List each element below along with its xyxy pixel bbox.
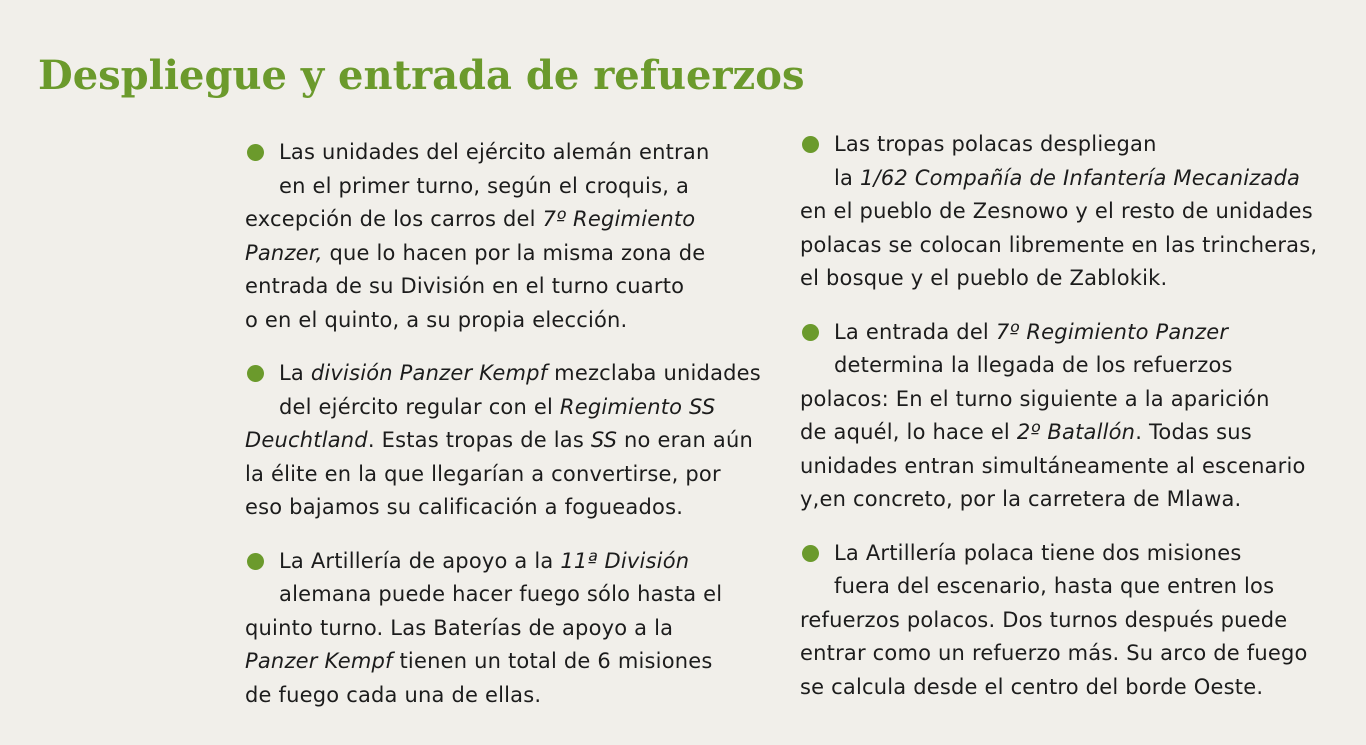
bullet-dot-icon <box>247 553 264 570</box>
bullet-dot-icon <box>802 545 819 562</box>
italic-term: 11ª División <box>560 548 690 573</box>
text-line <box>245 391 765 425</box>
text-segment: fuera del escenario, hasta que entren los <box>834 574 1275 598</box>
italic-term: Panzer Kempf <box>245 649 393 673</box>
text-segment: . Estas tropas de las <box>367 428 591 452</box>
italic-term: división Panzer Kempf <box>310 361 548 385</box>
text-line <box>245 357 765 391</box>
text-segment: entrar como un refuerzo más. Su arco de fuego <box>800 641 1308 665</box>
text-line <box>245 170 765 204</box>
text-line <box>800 162 1320 196</box>
text-line <box>800 262 1320 296</box>
bullet-paragraph <box>245 136 765 337</box>
text-segment: tienen un total de 6 misiones <box>392 649 713 673</box>
text-line <box>800 450 1320 484</box>
left-column <box>245 136 765 732</box>
text-segment: entrada de su División en el turno cuarto <box>245 274 685 298</box>
page-title: Despliegue y entrada de refuerzos <box>38 52 805 99</box>
text-line <box>800 128 1320 162</box>
text-line <box>245 645 765 679</box>
text-line <box>245 612 765 646</box>
text-line <box>245 458 765 492</box>
italic-term: 7º Regimiento <box>542 207 696 231</box>
bullet-paragraph <box>800 128 1320 296</box>
text-segment: el bosque y el pueblo de Zablokik. <box>800 266 1168 290</box>
italic-term: Panzer, <box>245 240 323 265</box>
text-segment: no eran aún <box>617 428 753 452</box>
text-segment: la élite en la que llegarían a convertirse, por <box>245 461 721 486</box>
italic-term: 2º Batallón <box>1016 420 1136 444</box>
text-line <box>245 491 765 525</box>
text-segment: se calcula desde el centro del borde Oeste. <box>800 674 1264 699</box>
text-segment: determina la llegada de los refuerzos <box>834 353 1233 377</box>
text-line <box>245 545 765 579</box>
bullet-dot-icon <box>247 144 264 161</box>
text-segment: de aquél, lo hace el <box>800 420 1017 444</box>
text-segment: eso bajamos su calificación a fogueados. <box>245 495 684 519</box>
text-segment: alemana puede hacer fuego sólo hasta el <box>279 582 723 606</box>
text-line <box>800 570 1320 604</box>
text-line <box>800 195 1320 229</box>
italic-term: 1/62 Compañía de Infantería Mecanizada <box>859 165 1301 190</box>
text-segment: mezclaba unidades <box>547 361 761 385</box>
text-segment: polacos: En el turno siguiente a la aparición <box>800 386 1270 411</box>
text-segment: . Todas sus <box>1135 420 1252 444</box>
text-line <box>245 270 765 304</box>
bullet-dot-icon <box>802 136 819 153</box>
text-segment: la <box>834 165 860 190</box>
italic-term: 7º Regimiento Panzer <box>995 319 1229 344</box>
text-segment: refuerzos polacos. Dos turnos después puede <box>800 607 1288 632</box>
italic-term: SS <box>590 428 618 452</box>
text-segment: La entrada del <box>834 319 996 344</box>
text-line <box>245 203 765 237</box>
text-segment: Las unidades del ejército alemán entran <box>279 140 710 164</box>
text-line <box>800 383 1320 417</box>
bullet-paragraph <box>800 537 1320 705</box>
text-line <box>245 304 765 338</box>
text-segment: o en el quinto, a su propia elección. <box>245 307 628 332</box>
text-segment: unidades entran simultáneamente al escenario <box>800 453 1306 478</box>
text-line <box>245 578 765 612</box>
text-line <box>800 637 1320 671</box>
text-segment: La Artillería de apoyo a la <box>279 548 561 573</box>
italic-term: Deuchtland <box>245 428 368 452</box>
text-line <box>800 416 1320 450</box>
text-segment: de fuego cada una de ellas. <box>245 682 542 707</box>
text-segment: La Artillería polaca tiene dos misiones <box>834 540 1242 565</box>
text-line <box>245 424 765 458</box>
text-line <box>245 237 765 271</box>
right-column <box>800 128 1320 724</box>
text-segment: Las tropas polacas despliegan <box>834 132 1157 156</box>
bullet-paragraph <box>245 545 765 713</box>
text-segment: quinto turno. Las Baterías de apoyo a la <box>245 615 674 640</box>
text-segment: polacas se colocan libremente en las trincheras, <box>800 232 1318 257</box>
text-segment: y,en concreto, por la carretera de Mlawa. <box>800 487 1242 511</box>
text-segment: La <box>279 361 311 385</box>
text-line <box>800 229 1320 263</box>
italic-term: Regimiento SS <box>559 394 716 419</box>
text-line <box>800 483 1320 517</box>
text-line <box>245 679 765 713</box>
text-segment: en el pueblo de Zesnowo y el resto de unidades <box>800 199 1313 223</box>
text-segment: del ejército regular con el <box>279 394 560 419</box>
text-line <box>245 136 765 170</box>
bullet-dot-icon <box>802 324 819 341</box>
bullet-paragraph <box>245 357 765 525</box>
text-line <box>800 349 1320 383</box>
text-segment: en el primer turno, según el croquis, a <box>279 173 690 198</box>
text-segment: excepción de los carros del <box>245 207 543 231</box>
bullet-paragraph <box>800 316 1320 517</box>
text-line <box>800 316 1320 350</box>
text-line <box>800 537 1320 571</box>
text-line <box>800 671 1320 705</box>
text-segment: que lo hacen por la misma zona de <box>322 240 706 265</box>
bullet-dot-icon <box>247 365 264 382</box>
text-line <box>800 604 1320 638</box>
